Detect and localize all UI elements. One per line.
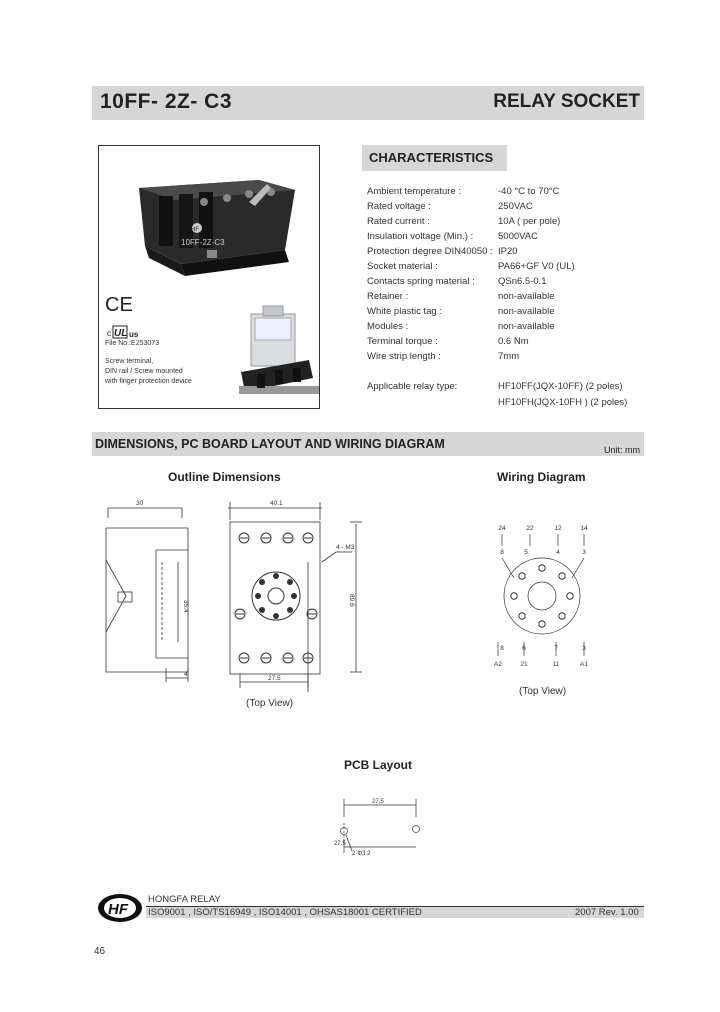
wiring-label: 3 [582, 549, 586, 556]
pcb-layout-drawing [330, 795, 440, 865]
wiring-label: 11 [552, 661, 560, 668]
wiring-label: 24 [498, 525, 506, 532]
spec-value: non-available [498, 306, 555, 317]
wiring-label: 21 [520, 661, 528, 668]
dim-35-4: 35.4 [182, 600, 189, 613]
spec-label: Socket material : [367, 261, 438, 272]
ul-mark-c: c [107, 329, 111, 338]
desc-line-1: Screw terminal, [105, 358, 154, 365]
outline-top-view-label: (Top View) [246, 698, 294, 709]
socket-photo [99, 146, 319, 408]
wiring-label: A1 [580, 661, 588, 668]
spec-label: Terminal torque : [367, 336, 438, 347]
dim-30: 30 [136, 500, 144, 507]
product-type: RELAY SOCKET [493, 91, 640, 112]
pcb-dim-top: 27.5 [372, 799, 384, 805]
spec-row [367, 306, 555, 317]
ul-mark-us: us [129, 330, 139, 339]
spec-label: Modules : [367, 321, 409, 332]
spec-row [367, 336, 529, 347]
pcb-dim-bottom: 27.5 [334, 841, 346, 847]
spec-label: Wire strip length : [367, 351, 441, 362]
wiring-label: 12 [554, 525, 562, 532]
spec-label: Ambient temperature : [367, 186, 461, 197]
file-number: File No.:E253073 [105, 340, 160, 347]
spec-label: Rated voltage : [367, 201, 431, 212]
dim-89-6: 89.6 [348, 594, 355, 607]
pcb-layout-title: PCB Layout [344, 758, 413, 772]
spec-value: IP20 [498, 246, 518, 257]
spec-row [367, 351, 520, 362]
dim-4: 4 [184, 671, 188, 678]
applicable-relay-row [367, 381, 623, 392]
desc-line-3: with finger protection device [105, 378, 192, 385]
wiring-label: 5 [524, 549, 528, 556]
wiring-label: 8 [500, 549, 504, 556]
spec-value: 10A ( per pole) [498, 216, 561, 227]
spec-row [367, 231, 538, 242]
applicable-value: HF10FH(JQX-10FH ) (2 poles) [498, 397, 628, 408]
dim-27-5: 27.5 [268, 675, 281, 682]
spec-value: non-available [498, 321, 555, 332]
applicable-label: Applicable relay type: [367, 381, 458, 392]
spec-value: -40 °C to 70°C [498, 186, 560, 197]
spec-value: QSn6.5-0.1 [498, 276, 547, 287]
desc-line-2: DIN rail / Screw mounted [105, 368, 183, 375]
wiring-label: 8 [500, 645, 504, 652]
logo-text: HF [108, 901, 128, 918]
wiring-top-view-label: (Top View) [519, 686, 567, 697]
page-number: 46 [94, 946, 106, 957]
wiring-label: A2 [494, 661, 502, 668]
spec-row [367, 216, 561, 227]
spec-label: Retainer : [367, 291, 409, 302]
unit-label: Unit: mm [604, 445, 640, 455]
ce-mark: CE [105, 294, 133, 316]
wiring-label: 3 [582, 645, 586, 652]
characteristics-title: CHARACTERISTICS [369, 150, 494, 165]
outline-dimensions-title: Outline Dimensions [168, 470, 281, 484]
spec-value: 7mm [498, 351, 520, 362]
spec-row [367, 261, 575, 272]
revision: 2007 Rev. 1.00 [575, 907, 639, 918]
dim-40-1: 40.1 [270, 500, 283, 507]
dim-4-m3: 4 - M3 [336, 544, 355, 551]
pcb-hole-dim: 2-Φ3.2 [352, 851, 371, 857]
spec-value: PA66+GF V0 (UL) [498, 261, 575, 272]
wiring-label: 14 [580, 525, 588, 532]
wiring-diagram-title: Wiring Diagram [497, 470, 586, 484]
spec-label: Insulation voltage (Min.) : [367, 231, 474, 242]
spec-row [367, 321, 555, 332]
wiring-label: 7 [554, 645, 558, 652]
svg-text:UL: UL [114, 328, 128, 339]
spec-row [367, 186, 560, 197]
spec-label: Rated current : [367, 216, 430, 227]
spec-label: Contacts spring material : [367, 276, 475, 287]
product-photo-panel [98, 145, 320, 409]
spec-value: 5000VAC [498, 231, 538, 242]
wiring-label: 6 [522, 645, 526, 652]
wiring-label: 4 [556, 549, 560, 556]
socket-label-text: 10FF-2Z-C3 [181, 238, 225, 247]
title-bar [92, 86, 644, 120]
spec-row [367, 291, 555, 302]
company-name: HONGFA RELAY [148, 894, 221, 905]
characteristics-title-bar [362, 145, 507, 171]
spec-row [367, 276, 547, 287]
spec-row [367, 201, 533, 212]
spec-label: Protection degree DIN40050 : [367, 246, 493, 257]
spec-value: 0.6 Nm [498, 336, 529, 347]
spec-label: White plastic tag : [367, 306, 442, 317]
spec-value: non-available [498, 291, 555, 302]
hongfa-logo [96, 892, 144, 924]
spec-value: 250VAC [498, 201, 533, 212]
dimensions-title: DIMENSIONS, PC BOARD LAYOUT AND WIRING DIAGRAM [95, 437, 445, 451]
wiring-label: 22 [526, 525, 534, 532]
model-number: 10FF- 2Z- C3 [100, 90, 233, 113]
wiring-diagram-drawing [478, 516, 598, 676]
certifications: ISO9001 , ISO/TS16949 , ISO14001 , OHSAS18001 CERTIFIED [148, 907, 422, 918]
spec-row [367, 246, 518, 257]
svg-text:HF: HF [191, 227, 199, 233]
applicable-value: HF10FF(JQX-10FF) (2 poles) [498, 381, 623, 392]
outline-dimensions-drawing [96, 492, 376, 692]
dimensions-title-bar [92, 432, 644, 456]
